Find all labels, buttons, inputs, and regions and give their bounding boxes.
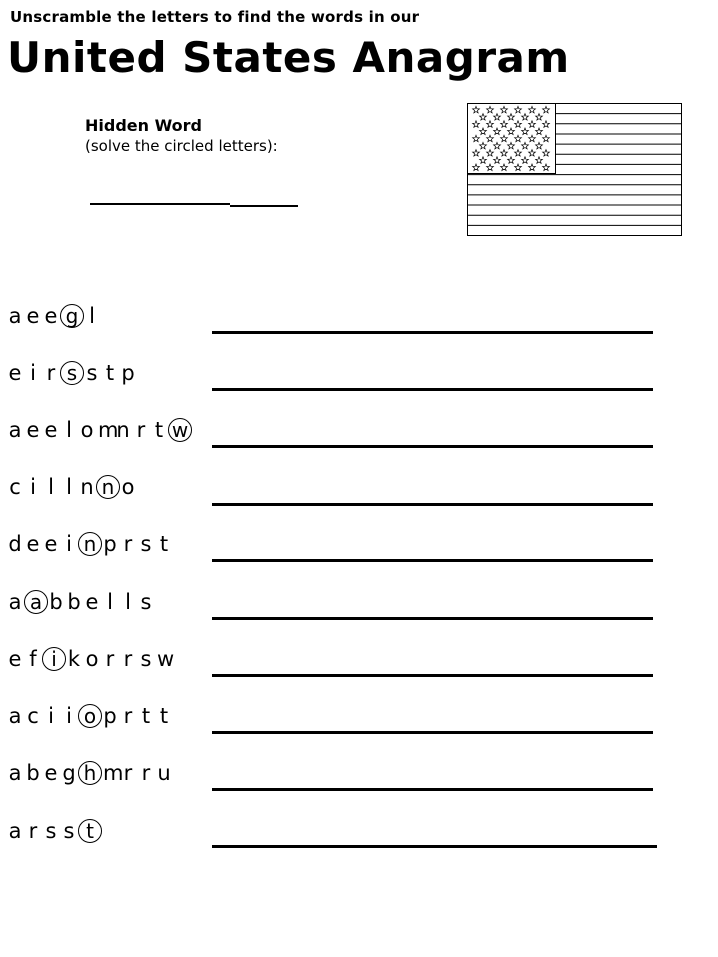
scrambled-letter: t [105,361,115,385]
hidden-word-label: Hidden Word [85,116,203,135]
scrambled-letter: e [8,647,22,671]
circled-letter: s [60,361,84,385]
scrambled-letter: l [66,475,72,499]
circled-letter: i [42,647,66,671]
scrambled-letter: f [29,647,37,671]
scrambled-letter: i [30,361,36,385]
scrambled-letter: b [67,590,81,614]
scrambled-letter: p [103,532,117,556]
scrambled-word [8,702,175,730]
scrambled-letter: p [103,704,117,728]
scrambled-letter: a [8,304,22,328]
scrambled-letter: t [159,704,169,728]
scrambled-letter: i [30,475,36,499]
scrambled-word [8,416,193,444]
scrambled-letter: r [141,761,151,785]
answer-line[interactable] [212,731,653,734]
scrambled-letter: n [80,475,94,499]
scrambled-letter: n [116,418,130,442]
scrambled-letter: t [159,532,169,556]
hidden-word-answer-line [90,203,230,205]
answer-line[interactable] [212,388,653,391]
answer-line[interactable] [212,559,653,562]
scrambled-letter: a [8,761,22,785]
scrambled-letter: o [121,475,135,499]
answer-line[interactable] [212,674,653,677]
circled-letter: a [24,590,48,614]
scrambled-letter: i [48,704,54,728]
scrambled-word [8,359,139,387]
scrambled-word [8,817,103,845]
scrambled-letter: l [125,590,131,614]
scrambled-letter: o [80,418,94,442]
scrambled-word [8,473,139,501]
scrambled-letter: r [123,761,133,785]
scrambled-letter: w [157,647,175,671]
scrambled-letter: m [98,418,119,442]
scrambled-letter: c [27,704,39,728]
scrambled-letter: a [8,819,22,843]
scrambled-letter: l [48,475,54,499]
answer-line[interactable] [212,617,653,620]
circled-letter: g [60,304,84,328]
scrambled-letter: r [123,704,133,728]
page-title: United States Anagram [7,33,570,82]
scrambled-letter: i [66,532,72,556]
scrambled-letter: e [85,590,99,614]
hidden-word-answer-line-extension [230,205,298,207]
scrambled-letter: e [44,304,58,328]
scrambled-letter: e [8,361,22,385]
answer-line[interactable] [212,503,653,506]
answer-line[interactable] [212,445,653,448]
instructions-text: Unscramble the letters to find the words in our [10,8,420,26]
scrambled-letter: e [26,304,40,328]
scrambled-letter: s [140,590,152,614]
scrambled-letter: u [157,761,171,785]
scrambled-letter: s [140,532,152,556]
scrambled-letter: l [89,304,95,328]
scrambled-letter: s [63,819,75,843]
circled-letter: w [168,418,192,442]
scrambled-letter: s [45,819,57,843]
scrambled-letter: b [26,761,40,785]
scrambled-letter: e [44,761,58,785]
scrambled-letter: a [8,704,22,728]
scrambled-letter: r [46,361,56,385]
scrambled-letter: t [141,704,151,728]
hidden-word-hint: (solve the circled letters): [85,137,278,155]
scrambled-letter: l [107,590,113,614]
circled-letter: h [78,761,102,785]
scrambled-letter: m [103,761,124,785]
scrambled-letter: r [136,418,146,442]
scrambled-letter: a [8,590,22,614]
scrambled-letter: r [123,647,133,671]
scrambled-letter: g [62,761,76,785]
scrambled-word [8,645,175,673]
circled-letter: o [78,704,102,728]
scrambled-letter: p [121,361,135,385]
answer-line[interactable] [212,845,657,848]
scrambled-letter: e [26,418,40,442]
scrambled-letter: d [8,532,22,556]
scrambled-letter: i [66,704,72,728]
scrambled-letter: s [140,647,152,671]
scrambled-word [8,588,157,616]
scrambled-letter: b [49,590,63,614]
scrambled-letter: o [85,647,99,671]
scrambled-letter: e [44,532,58,556]
scrambled-letter: a [8,418,22,442]
scrambled-word [8,530,175,558]
scrambled-letter: t [154,418,164,442]
circled-letter: n [96,475,120,499]
scrambled-letter: r [28,819,38,843]
circled-letter: t [78,819,102,843]
scrambled-letter: l [66,418,72,442]
scrambled-letter: e [44,418,58,442]
scrambled-letter: e [26,532,40,556]
scrambled-word [8,302,103,330]
scrambled-letter: k [67,647,81,671]
scrambled-letter: r [105,647,115,671]
scrambled-letter: s [86,361,98,385]
scrambled-letter: c [9,475,21,499]
us-flag-icon [467,103,682,237]
answer-line[interactable] [212,788,653,791]
answer-line[interactable] [212,331,653,334]
scrambled-word [8,759,175,787]
circled-letter: n [78,532,102,556]
scrambled-letter: r [123,532,133,556]
